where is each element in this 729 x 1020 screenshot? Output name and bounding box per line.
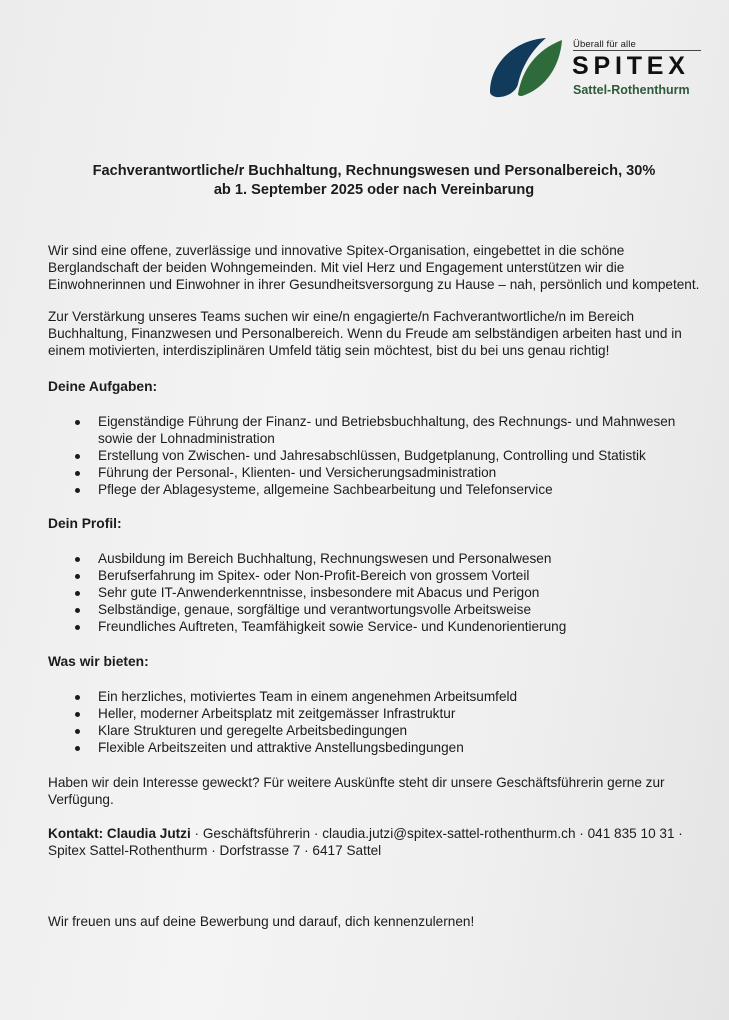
list-item: Führung der Personal-, Klienten- und Versicherungsadministration	[48, 464, 700, 481]
logo-location: Sattel-Rothenthurm	[573, 83, 690, 97]
aufgaben-list	[48, 413, 700, 498]
list-item: Ein herzliches, motiviertes Team in einem angenehmen Arbeitsumfeld	[48, 688, 700, 705]
list-item: Erstellung von Zwischen- und Jahresabschlüssen, Budgetplanung, Controlling und Statistik	[48, 447, 700, 464]
list-item: Eigenständige Führung der Finanz- und Betriebsbuchhaltung, des Rechnungs- und Mahnwesen sowie der Lohnadministration	[48, 413, 700, 447]
bieten-list	[48, 688, 700, 756]
list-item: Selbständige, genaue, sorgfältige und verantwortungsvolle Arbeitsweise	[48, 601, 700, 618]
contact-details: · Geschäftsführerin · claudia.jutzi@spitex-sattel-rothenthurm.ch · 041 835 10 31 · Spitex Sattel-Rothenthurm · Dorfstrasse 7 · 6417 Sattel	[48, 826, 683, 858]
profil-list	[48, 550, 700, 635]
list-item: Ausbildung im Bereich Buchhaltung, Rechnungswesen und Personalwesen	[48, 550, 700, 567]
list-item: Heller, moderner Arbeitsplatz mit zeitgemässer Infrastruktur	[48, 705, 700, 722]
contact-label: Kontakt: Claudia Jutzi	[48, 826, 191, 841]
list-item: Berufserfahrung im Spitex- oder Non-Profit-Bereich von grossem Vorteil	[48, 567, 700, 584]
logo-wordmark: SPITEX	[572, 52, 690, 80]
job-title-line-2: ab 1. September 2025 oder nach Vereinbarung	[213, 182, 535, 198]
list-item: Sehr gute IT-Anwenderkenntnisse, insbesondere mit Abacus und Perigon	[48, 584, 700, 601]
closing-sentence: Wir freuen uns auf deine Bewerbung und darauf, dich kennenzulernen!	[48, 914, 475, 929]
section-heading-profil: Dein Profil:	[48, 516, 122, 531]
contact-paragraph	[48, 825, 700, 859]
logo-tagline: Überall für alle	[573, 39, 636, 50]
job-title	[48, 162, 700, 200]
logo-divider	[573, 50, 701, 51]
list-item: Freundliches Auftreten, Teamfähigkeit sowie Service- und Kundenorientierung	[48, 618, 700, 635]
list-item: Klare Strukturen und geregelte Arbeitsbedingungen	[48, 722, 700, 739]
section-heading-aufgaben: Deine Aufgaben:	[48, 379, 158, 394]
intro-paragraph-1: Wir sind eine offene, zuverlässige und innovative Spitex-Organisation, eingebettet in die schöne Berglandschaft der beiden Wohngemeinden. Mit viel Herz und Engagement unterstützen wir die Einwohnerinnen und Einwohner in ihrer Gesundheitsversorgung zu Hause – nah, persönlich und kompetent.	[48, 243, 700, 292]
spitex-leaf-icon	[488, 36, 564, 98]
interest-paragraph: Haben wir dein Interesse geweckt? Für weitere Auskünfte steht dir unsere Geschäftsführerin gerne zur Verfügung.	[48, 775, 665, 807]
job-title-line-1: Fachverantwortliche/r Buchhaltung, Rechnungswesen und Personalbereich, 30%	[92, 163, 656, 179]
list-item: Flexible Arbeitszeiten und attraktive Anstellungsbedingungen	[48, 739, 700, 756]
spitex-logo	[488, 34, 708, 104]
list-item: Pflege der Ablagesysteme, allgemeine Sachbearbeitung und Telefonservice	[48, 481, 700, 498]
intro-paragraph-2: Zur Verstärkung unseres Teams suchen wir eine/n engagierte/n Fachverantwortliche/n im Bereich Buchhaltung, Finanzwesen und Personalbereich. Wenn du Freude am selbständigen arbeiten hast und in einem motivierten, interdisziplinären Umfeld tätig sein möchtest, bist du bei uns genau richtig!	[48, 309, 682, 358]
document-body	[48, 150, 700, 930]
section-heading-bieten: Was wir bieten:	[48, 654, 149, 669]
